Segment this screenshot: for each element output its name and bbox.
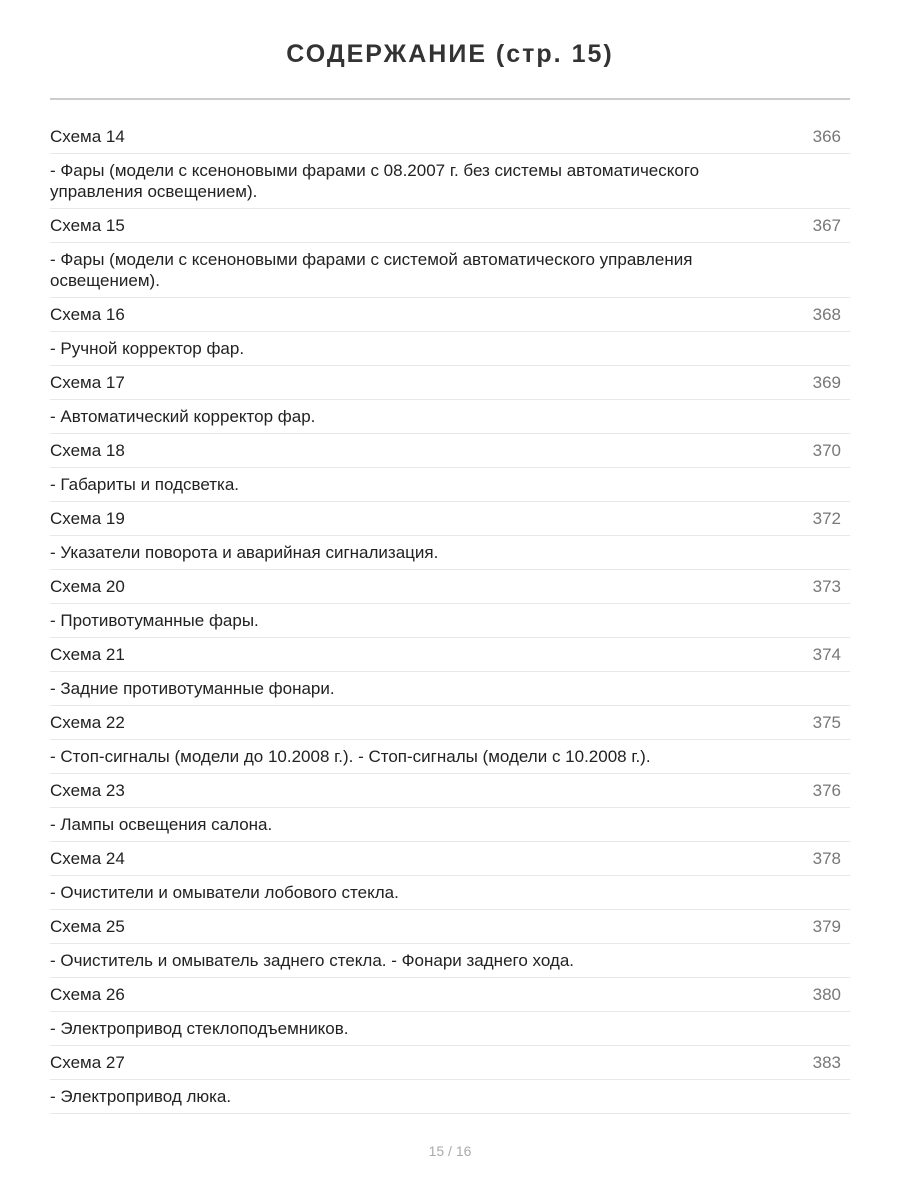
toc-page-number: 369 (812, 373, 841, 392)
toc-entry-row[interactable] (50, 502, 850, 536)
toc-page-number: 379 (812, 917, 841, 936)
toc-entry-row[interactable] (50, 706, 850, 740)
toc-page-number: 375 (812, 713, 841, 732)
toc-entry-row[interactable] (50, 910, 850, 944)
toc-entry-row[interactable] (50, 978, 850, 1012)
toc-entry-row[interactable] (50, 1046, 850, 1080)
table-of-contents (50, 120, 850, 1114)
toc-entry-label: Схема 16 (50, 305, 125, 324)
toc-page-number: 368 (812, 305, 841, 324)
toc-entry-label: Схема 18 (50, 441, 125, 460)
toc-description: - Электропривод люка. (50, 1087, 232, 1106)
toc-entry-row[interactable] (50, 298, 850, 332)
toc-description-row (50, 604, 850, 638)
toc-description-row (50, 154, 850, 209)
toc-entry-row[interactable] (50, 774, 850, 808)
toc-description: - Очиститель и омыватель заднего стекла. - Фонари заднего хода. (50, 951, 575, 970)
toc-description-row (50, 332, 850, 366)
toc-page-number: 370 (812, 441, 841, 460)
toc-entry-row[interactable] (50, 120, 850, 154)
toc-entry-label: Схема 15 (50, 216, 125, 235)
toc-entry-label: Схема 14 (50, 127, 125, 146)
toc-entry-row[interactable] (50, 570, 850, 604)
toc-entry-label: Схема 27 (50, 1053, 125, 1072)
toc-entry-label: Схема 26 (50, 985, 125, 1004)
toc-description: - Габариты и подсветка. (50, 475, 240, 494)
toc-entry-row[interactable] (50, 209, 850, 243)
toc-entry-label: Схема 22 (50, 713, 125, 732)
toc-entry-label: Схема 25 (50, 917, 125, 936)
toc-description: - Электропривод стеклоподъемников. (50, 1019, 349, 1038)
toc-description: - Фары (модели с ксеноновыми фарами с 08.2007 г. без системы автоматического управления освещением). (50, 161, 700, 201)
toc-page-number: 367 (812, 216, 841, 235)
toc-description-row (50, 672, 850, 706)
toc-description-row (50, 536, 850, 570)
toc-description-row (50, 468, 850, 502)
toc-description-row (50, 243, 850, 298)
toc-description: - Фары (модели с ксеноновыми фарами с системой автоматического управления освещением). (50, 250, 693, 290)
toc-description-row (50, 876, 850, 910)
toc-entry-label: Схема 24 (50, 849, 125, 868)
toc-page-number: 378 (812, 849, 841, 868)
toc-description: - Автоматический корректор фар. (50, 407, 316, 426)
toc-entry-label: Схема 23 (50, 781, 125, 800)
toc-description-row (50, 400, 850, 434)
toc-description-row (50, 1012, 850, 1046)
toc-entry-row[interactable] (50, 638, 850, 672)
toc-description-row (50, 740, 850, 774)
toc-description: - Очистители и омыватели лобового стекла. (50, 883, 399, 902)
toc-page-number: 374 (812, 645, 841, 664)
toc-description-row (50, 944, 850, 978)
toc-description: - Стоп-сигналы (модели до 10.2008 г.). - Стоп-сигналы (модели с 10.2008 г.). (50, 747, 651, 766)
toc-description-row (50, 808, 850, 842)
title-divider (50, 98, 850, 100)
toc-page-number: 373 (812, 577, 841, 596)
toc-entry-label: Схема 17 (50, 373, 125, 392)
toc-description: - Противотуманные фары. (50, 611, 259, 630)
toc-entry-row[interactable] (50, 366, 850, 400)
toc-page-number: 383 (812, 1053, 841, 1072)
toc-description: - Задние противотуманные фонари. (50, 679, 335, 698)
toc-entry-label: Схема 21 (50, 645, 125, 664)
toc-page-number: 380 (812, 985, 841, 1004)
toc-page-number: 372 (812, 509, 841, 528)
page-counter: 15 / 16 (428, 1143, 472, 1159)
page-title: СОДЕРЖАНИЕ (стр. 15) (286, 40, 614, 68)
toc-entry-label: Схема 20 (50, 577, 125, 596)
toc-page-number: 376 (812, 781, 841, 800)
toc-description: - Лампы освещения салона. (50, 815, 273, 834)
toc-page-number: 366 (812, 127, 841, 146)
toc-description-row (50, 1080, 850, 1114)
toc-entry-row[interactable] (50, 434, 850, 468)
toc-description: - Ручной корректор фар. (50, 339, 245, 358)
toc-entry-label: Схема 19 (50, 509, 125, 528)
toc-description: - Указатели поворота и аварийная сигнализация. (50, 543, 439, 562)
toc-entry-row[interactable] (50, 842, 850, 876)
